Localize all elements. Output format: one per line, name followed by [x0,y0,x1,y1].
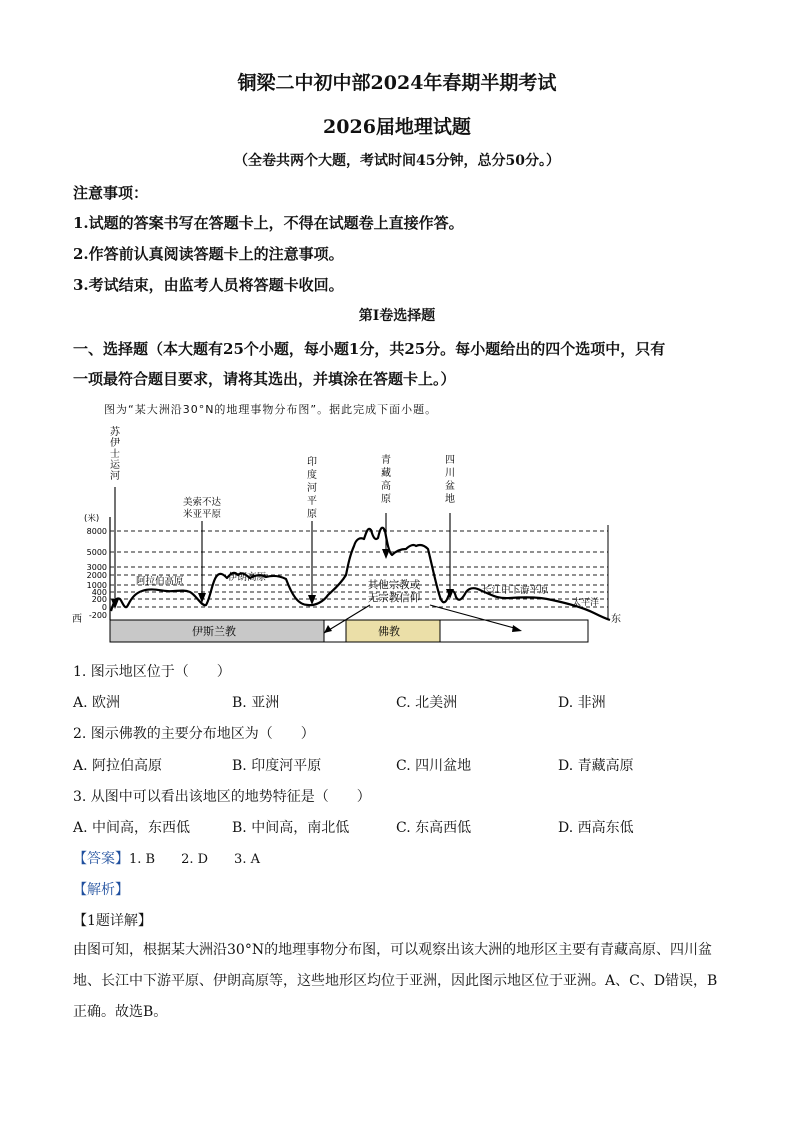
yangtze-plain-label: 长江中下游平原 [482,585,549,596]
y-tick-label: 5000 [86,548,107,557]
tibetan-plateau-label: 青藏高原 [381,455,391,505]
notice-item: 2.作答前认真阅读答题卡上的注意事项。 [73,245,344,263]
notice-item: 1.试题的答案书写在答题卡上，不得在试题卷上直接作答。 [73,214,464,232]
mesopotamia-label: 美索不达 [182,497,222,508]
exam-subtitle: （全卷共两个大题，考试时间45分钟，总分50分。） [234,153,560,169]
y-tick-label: 8000 [86,527,107,536]
notice-item: 3.考试结束，由监考人员将答题卡收回。 [73,276,344,294]
question-3-option-d[interactable]: D. 西高东低 [558,820,634,836]
suez-canal-label: 苏伊士运河 [110,427,120,482]
terrain-profile-line [111,528,610,620]
y-tick-label: 1000 [86,581,107,590]
question-1-option-c[interactable]: C. 北美洲 [396,695,458,711]
figure-caption: 图为“某大洲沿30°N的地理事物分布图”。据此完成下面小题。 [104,403,438,416]
answer-label: 【答案】 [73,851,129,867]
answer-values: 1. B 2. D 3. A [129,852,260,867]
y-tick-label: 3000 [86,563,107,572]
y-axis-unit: (米) [84,514,100,524]
section-heading: 第I卷选择题 [358,308,436,324]
east-label: 东 [611,614,621,625]
y-tick-labels [87,527,107,620]
question-2-option-d[interactable]: D. 青藏高原 [558,758,634,774]
y-tick-label: 2000 [86,571,107,580]
sichuan-basin-label: 四川盆地 [445,455,455,505]
question-1-option-a[interactable]: A. 欧洲 [73,695,121,711]
y-tick-label: 400 [91,588,107,597]
question-2-option-a[interactable]: A. 阿拉伯高原 [73,758,163,774]
question-3-stem: 3. 从图中可以看出该地区的地势特征是（ ） [73,789,371,805]
question-2-option-b[interactable]: B. 印度河平原 [232,758,322,774]
arabian-plateau-label: 阿拉伯高原 [136,576,184,587]
notice-heading: 注意事项： [73,184,149,202]
analysis-paragraph: 由图可知，根据某大洲沿30°N的地理事物分布图，可以观察出该大洲的地形区主要有青藏高原、四川盆地、长江中下游平原、伊朗高原等，这些地形区均位于亚洲，因此图示地区位于亚洲。A、C、D错误，B正确。故选B。 [73,942,718,1020]
west-label: 西 [72,614,82,625]
question-3-option-b[interactable]: B. 中间高，南北低 [232,820,350,836]
analysis-sub-label: 【1题详解】 [73,913,152,929]
y-tick-label: -200 [88,611,107,620]
other-religion-label: 其他宗教或 [367,579,421,591]
section-intro: 一、选择题（本大题有25个小题，每小题1分，共25分。每小题给出的四个选项中，只有 [73,340,666,358]
question-2-stem: 2. 图示佛教的主要分布地区为（ ） [73,726,315,742]
answer-row [73,848,260,868]
y-tick-label: 0 [101,603,107,612]
y-tick-label: 200 [91,595,107,604]
religion-label-islam: 伊斯兰教 [192,625,236,638]
iranian-plateau-label: 伊朗高原 [228,572,267,583]
other-religion-label: 无宗教信仰 [367,592,421,604]
religion-label-buddhism: 佛教 [378,625,400,638]
pacific-label: 太平洋 [572,598,600,608]
terrain-profile-figure [70,425,630,647]
question-1-option-b[interactable]: B. 亚洲 [232,695,280,711]
mesopotamia-label: 米亚平原 [182,509,222,520]
question-2-option-c[interactable]: C. 四川盆地 [396,758,472,774]
section-intro: 一项最符合题目要求，请将其选出，并填涂在答题卡上。） [73,370,456,388]
vertical-labels [110,425,455,520]
question-3-option-a[interactable]: A. 中间高，东西低 [73,820,191,836]
question-1-option-d[interactable]: D. 非洲 [558,695,606,711]
analysis-label: 【解析】 [73,882,129,898]
exam-subject-title: 2026届地理试题 [323,116,471,138]
exam-title: 铜梁二中初中部2024年春期半期考试 [237,72,557,94]
indus-plain-label: 印度河平原 [307,457,317,520]
question-3-option-c[interactable]: C. 东高西低 [396,820,472,836]
question-1-stem: 1. 图示地区位于（ ） [73,664,231,680]
